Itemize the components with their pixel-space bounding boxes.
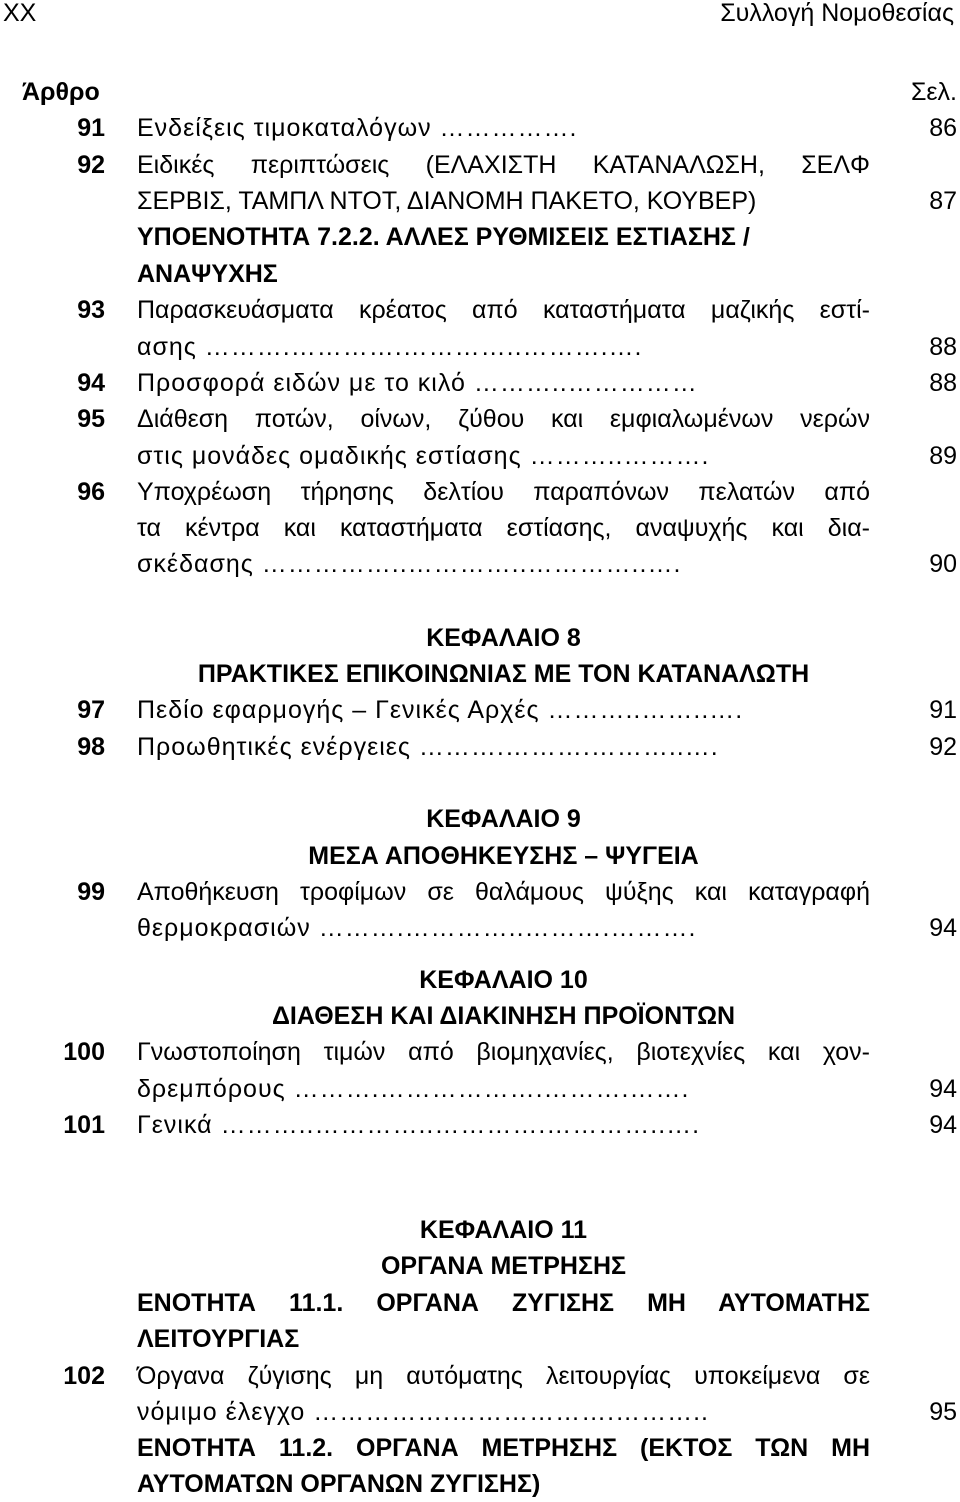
chapter-8-title bbox=[0, 656, 960, 692]
entry-title: Γνωστοποίηση τιμών από βιομηχανίες, βιοτεχνίες και χον- bbox=[137, 1038, 870, 1066]
article-number: 102 bbox=[63, 1362, 105, 1390]
chapter-8-label bbox=[0, 620, 960, 656]
toc-entry-95 bbox=[0, 401, 960, 437]
entry-title: Παρασκευάσματα κρέατος από καταστήματα μαζικής εστί- bbox=[137, 296, 870, 324]
toc-entry-92-cont bbox=[0, 183, 960, 219]
page-number: 90 bbox=[929, 550, 957, 578]
subsection-title-continued: ΑΝΑΨΥΧΗΣ bbox=[137, 260, 278, 288]
section-title-continued: ΛΕΙΤΟΥΡΓΙΑΣ bbox=[137, 1325, 300, 1353]
entry-title: Γενικά ………..…………..………….…………..…. bbox=[137, 1111, 701, 1139]
entry-title: Προωθητικές ενέργειες ……….……….………..…. bbox=[137, 733, 719, 761]
section-11-1-heading-cont bbox=[0, 1321, 960, 1357]
chapter-title: ΟΡΓΑΝΑ ΜΕΤΡΗΣΗΣ bbox=[380, 1252, 627, 1280]
article-number: 97 bbox=[77, 696, 105, 724]
chapter-11-label bbox=[0, 1212, 960, 1248]
entry-title: Ενδείξεις τιμοκαταλόγων ……………. bbox=[137, 114, 578, 142]
toc-entry-102-cont bbox=[0, 1394, 960, 1430]
entry-title-continued: ΣΕΡΒΙΣ, ΤΑΜΠΛ ΝΤΟΤ, ΔΙΑΝΟΜΗ ΠΑΚΕΤΟ, ΚΟΥΒΕΡ) bbox=[137, 187, 757, 215]
article-number: 100 bbox=[63, 1038, 105, 1066]
page-number: 94 bbox=[929, 914, 957, 942]
chapter-label: ΚΕΦΑΛΑΙΟ 8 bbox=[426, 624, 581, 652]
page-number: 94 bbox=[929, 1075, 957, 1103]
toc-entry-99-cont bbox=[0, 910, 960, 946]
toc-entry-96-cont bbox=[0, 510, 960, 546]
section-11-1-heading bbox=[0, 1285, 960, 1321]
chapter-9-title bbox=[0, 838, 960, 874]
chapter-title: ΔΙΑΘΕΣΗ ΚΑΙ ΔΙΑΚΙΝΗΣΗ ΠΡΟΪΟΝΤΩΝ bbox=[271, 1002, 736, 1030]
chapter-10-title bbox=[0, 998, 960, 1034]
article-number: 94 bbox=[77, 369, 105, 397]
entry-title-continued: σκέδασης ……………..…………..…………..…. bbox=[137, 550, 682, 578]
entry-title-continued: στις μονάδες ομαδικής εστίασης ………..………. bbox=[137, 442, 710, 470]
page-number: 89 bbox=[929, 442, 957, 470]
toc-entry-101 bbox=[0, 1107, 960, 1143]
article-number: 96 bbox=[77, 478, 105, 506]
entry-title: Ειδικές περιπτώσεις (ΕΛΑΧΙΣΤΗ ΚΑΤΑΝΑΛΩΣΗ, ΣΕΛΦ bbox=[137, 151, 870, 179]
article-number: 92 bbox=[77, 151, 105, 179]
article-number: 91 bbox=[77, 114, 105, 142]
toc-entry-92 bbox=[0, 147, 960, 183]
entry-title: Αποθήκευση τροφίμων σε θαλάμους ψύξης και καταγραφή bbox=[137, 878, 870, 906]
running-header-title: Συλλογή Νομοθεσίας bbox=[720, 0, 954, 27]
section-title-continued: ΑΥΤΟΜΑΤΩΝ ΟΡΓΑΝΩΝ ΖΥΓΙΣΗΣ) bbox=[137, 1470, 541, 1498]
chapter-9-label bbox=[0, 801, 960, 837]
page-number: 88 bbox=[929, 369, 957, 397]
page-number: 95 bbox=[929, 1398, 957, 1426]
toc-entry-96 bbox=[0, 474, 960, 510]
chapter-10-label bbox=[0, 962, 960, 998]
page-number: 91 bbox=[929, 696, 957, 724]
toc-entry-100 bbox=[0, 1034, 960, 1070]
entry-title-continued: νόμιμο έλεγχο …………….……………….……….. bbox=[137, 1398, 709, 1426]
page-number: 94 bbox=[929, 1111, 957, 1139]
entry-title-continued: τα κέντρα και καταστήματα εστίασης, αναψυχής και δια- bbox=[137, 514, 870, 542]
entry-title-continued: ασης ……….………….…………..……….…. bbox=[137, 333, 643, 361]
toc-entry-102 bbox=[0, 1358, 960, 1394]
running-header-code: ΧΧ bbox=[3, 0, 37, 27]
article-number: 93 bbox=[77, 296, 105, 324]
column-headers bbox=[0, 74, 960, 110]
toc-entry-93-cont bbox=[0, 329, 960, 365]
toc-entry-93 bbox=[0, 292, 960, 328]
article-number: 99 bbox=[77, 878, 105, 906]
entry-title: Όργανα ζύγισης μη αυτόματης λειτουργίας υποκείμενα σε bbox=[137, 1362, 870, 1390]
page-number: 92 bbox=[929, 733, 957, 761]
page-number: 86 bbox=[929, 114, 957, 142]
article-number: 101 bbox=[63, 1111, 105, 1139]
chapter-title: ΠΡΑΚΤΙΚΕΣ ΕΠΙΚΟΙΝΩΝΙΑΣ ΜΕ ΤΟΝ ΚΑΤΑΝΑΛΩΤΗ bbox=[197, 660, 810, 688]
toc-entry-96-cont2 bbox=[0, 546, 960, 582]
toc-entry-98 bbox=[0, 729, 960, 765]
page-number: 88 bbox=[929, 333, 957, 361]
section-11-2-heading-cont bbox=[0, 1466, 960, 1502]
toc-entry-100-cont bbox=[0, 1071, 960, 1107]
section-11-2-heading bbox=[0, 1430, 960, 1466]
toc-entry-97 bbox=[0, 692, 960, 728]
toc-entry-91 bbox=[0, 110, 960, 146]
section-title: ΕΝΟΤΗΤΑ 11.2. ΟΡΓΑΝΑ ΜΕΤΡΗΣΗΣ (ΕΚΤΟΣ ΤΩΝ ΜΗ bbox=[137, 1434, 870, 1462]
subsection-title: ΥΠΟΕΝΟΤΗΤΑ 7.2.2. ΑΛΛΕΣ ΡΥΘΜΙΣΕΙΣ ΕΣΤΙΑΣΗΣ / bbox=[137, 223, 750, 251]
article-number: 95 bbox=[77, 405, 105, 433]
toc-entry-94 bbox=[0, 365, 960, 401]
toc-entry-99 bbox=[0, 874, 960, 910]
chapter-label: ΚΕΦΑΛΑΙΟ 11 bbox=[419, 1216, 588, 1244]
page-column-header: Σελ. bbox=[910, 78, 957, 106]
toc-entry-95-cont bbox=[0, 438, 960, 474]
subsection-heading-cont bbox=[0, 256, 960, 292]
chapter-label: ΚΕΦΑΛΑΙΟ 9 bbox=[426, 805, 581, 833]
entry-title-continued: θερμοκρασιών ……….…………..……….………. bbox=[137, 914, 697, 942]
entry-title: Διάθεση ποτών, οίνων, ζύθου και εμφιαλωμένων νερών bbox=[137, 405, 870, 433]
chapter-title: ΜΕΣΑ ΑΠΟΘΗΚΕΥΣΗΣ – ΨΥΓΕΙΑ bbox=[308, 842, 699, 870]
chapter-11-title bbox=[0, 1248, 960, 1284]
entry-title-continued: δρεμπόρους ……….……………….……….……. bbox=[137, 1075, 690, 1103]
article-number: 98 bbox=[77, 733, 105, 761]
entry-title: Προσφορά ειδών με το κιλό ………..…………… bbox=[137, 369, 698, 397]
subsection-heading bbox=[0, 219, 960, 255]
article-column-header: Άρθρο bbox=[22, 78, 100, 106]
entry-title: Πεδίο εφαρμογής – Γενικές Αρχές ………..……..…. bbox=[137, 696, 744, 724]
chapter-label: ΚΕΦΑΛΑΙΟ 10 bbox=[419, 966, 588, 994]
entry-title: Υποχρέωση τήρησης δελτίου παραπόνων πελατών από bbox=[137, 478, 870, 506]
page-number: 87 bbox=[929, 187, 957, 215]
section-title: ΕΝΟΤΗΤΑ 11.1. ΟΡΓΑΝΑ ΖΥΓΙΣΗΣ ΜΗ ΑΥΤΟΜΑΤΗΣ bbox=[137, 1289, 870, 1317]
